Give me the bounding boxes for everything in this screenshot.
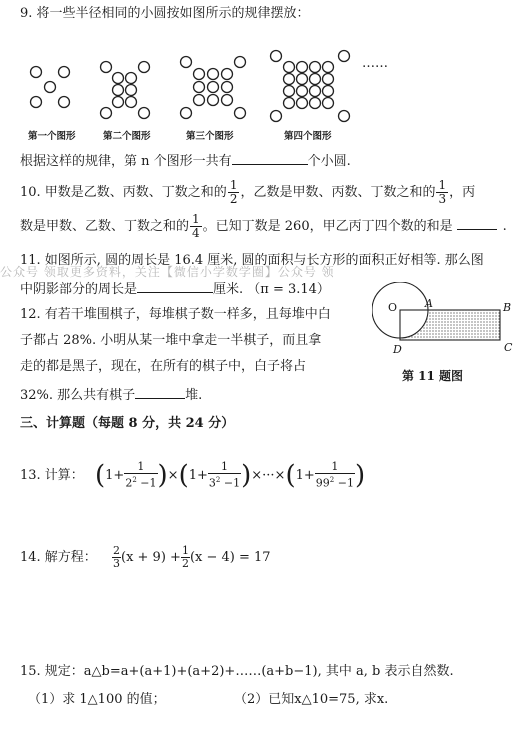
paren: ) — [241, 460, 252, 491]
numerator: 1 — [192, 212, 200, 226]
base: 99 — [315, 476, 330, 490]
paren: ( — [178, 460, 189, 491]
caption-3: 第三个图形 — [186, 131, 234, 142]
paren: ( — [285, 460, 296, 491]
term-one: 1+ — [295, 468, 315, 483]
q12-line4-b: 堆. — [185, 388, 203, 403]
paren: ) — [354, 460, 366, 491]
paren: ) — [157, 460, 168, 491]
denominator — [208, 474, 241, 490]
q13-label: 13. 计算： — [20, 468, 84, 483]
fraction-1 — [124, 461, 157, 490]
numerator: 1 — [124, 461, 157, 474]
denominator — [315, 474, 355, 490]
numerator: 1 — [438, 178, 447, 192]
denominator: 2 — [181, 557, 189, 570]
q10-line2-b: 。已知丁数是 260，甲乙丙丁四个数的和是 — [202, 219, 453, 234]
fraction-3 — [315, 461, 355, 490]
q12-line4 — [20, 386, 202, 404]
q12-line2: 子都占 28%. 小明从某一堆中拿走一半棋子，而且拿 — [20, 333, 322, 348]
tail: −1 — [334, 476, 354, 490]
paren: ( — [95, 460, 106, 491]
fraction-half — [228, 179, 240, 206]
label-D: D — [393, 343, 402, 356]
term-one: 1+ — [188, 468, 208, 483]
q10-line1-a: 10. 甲数是乙数、丙数、丁数之和的 — [20, 185, 227, 200]
q14-equation — [112, 540, 271, 576]
numerator: 1 — [181, 544, 189, 557]
caption-1: 第一个图形 — [28, 131, 76, 142]
fraction-quarter — [190, 213, 202, 240]
q10-line1 — [20, 179, 475, 207]
q15-part2: （2）已知x△10=75, 求x. — [234, 692, 389, 707]
q9-figures — [0, 40, 400, 140]
q10-line1-c: ，丙 — [449, 185, 476, 200]
fraction-half — [181, 545, 190, 570]
label-B: B — [503, 301, 512, 314]
q10-line2-c: . — [502, 219, 507, 234]
term-one: 1+ — [105, 468, 125, 483]
answer-blank[interactable] — [232, 152, 308, 165]
caption-4: 第四个图形 — [284, 131, 332, 142]
caption-2: 第二个图形 — [103, 131, 151, 142]
label-O: O — [388, 301, 398, 314]
q12-line1: 12. 有若干堆围棋子，每堆棋子数一样多，且每堆中白 — [20, 307, 331, 322]
q11-line1: 11. 如图所示, 圆的周长是 16.4 厘米, 圆的面积与长方形的面积正好相等. 那么图 — [20, 253, 484, 268]
answer-blank[interactable] — [135, 386, 185, 399]
figure-4 — [271, 51, 350, 122]
watermark: 公众号 领取更多资料，关注【微信小学数学圈】公众号 领 — [0, 265, 335, 279]
q12-line4-a: 32%. 那么共有棋子 — [20, 388, 136, 403]
q13-expression — [95, 458, 365, 494]
figure-2 — [101, 62, 150, 119]
times-sign: × — [167, 468, 179, 483]
q9-question-b: 个小圆. — [307, 154, 351, 169]
q11-line2-a: 中阴影部分的周长是 — [20, 282, 138, 297]
q10-line2-a: 数是甲数、乙数、丁数之和的 — [20, 219, 190, 234]
label-C: C — [504, 341, 513, 354]
ellipsis-times: ×···× — [251, 468, 286, 483]
denominator: 2 — [229, 192, 238, 206]
exponent: 2 — [329, 476, 335, 485]
fraction-third — [436, 179, 448, 206]
exponent: 2 — [215, 476, 221, 485]
tail: −1 — [136, 476, 157, 490]
q9-stem: 9. 将一些半径相同的小圆按如图所示的规律摆放： — [20, 6, 310, 21]
q15-line1: 15. 规定：a△b=a+(a+1)+(a+2)+……(a+b−1), 其中 a, b 表示自然数. — [20, 664, 454, 679]
q9-ellipsis: …… — [362, 56, 388, 71]
q9-question-a: 根据这样的规律，第 n 个图形一共有 — [20, 154, 232, 169]
term-a: (x + 9) + — [121, 550, 181, 565]
q10-line1-b: ，乙数是甲数、丙数、丁数之和的 — [240, 185, 436, 200]
term-b: (x − 4) = 17 — [189, 550, 271, 565]
numerator: 1 — [229, 178, 238, 192]
figure-1 — [31, 67, 70, 108]
denominator: 3 — [438, 192, 447, 206]
fraction-2 — [208, 461, 241, 490]
q15-part1: （1）求 1△100 的值； — [28, 692, 166, 707]
section-title: 三、计算题（每题 8 分，共 24 分） — [20, 416, 235, 431]
label-A: A — [425, 297, 433, 310]
tail: −1 — [220, 476, 241, 490]
q11-line2-b: 厘米. （π = 3.14） — [213, 282, 330, 297]
fig11-caption: 第 11 题图 — [402, 369, 464, 383]
denominator: 4 — [192, 226, 200, 240]
answer-blank[interactable] — [457, 217, 497, 230]
figure-3 — [181, 57, 246, 119]
base: 3 — [208, 476, 216, 490]
q10-line2 — [20, 213, 507, 241]
q14-label: 14. 解方程： — [20, 550, 97, 565]
numerator: 1 — [208, 461, 241, 474]
fraction-two-thirds — [112, 545, 121, 570]
q9-question — [20, 152, 351, 170]
q12-line3: 走的都是黑子，现在，在所有的棋子中，白子将占 — [20, 359, 307, 374]
denominator: 3 — [113, 557, 120, 570]
exponent: 2 — [132, 476, 137, 485]
denominator — [124, 474, 157, 490]
numerator: 2 — [113, 544, 120, 557]
answer-blank[interactable] — [137, 280, 213, 293]
base: 2 — [125, 476, 133, 490]
numerator: 1 — [315, 461, 355, 474]
q11-line2 — [20, 280, 330, 298]
